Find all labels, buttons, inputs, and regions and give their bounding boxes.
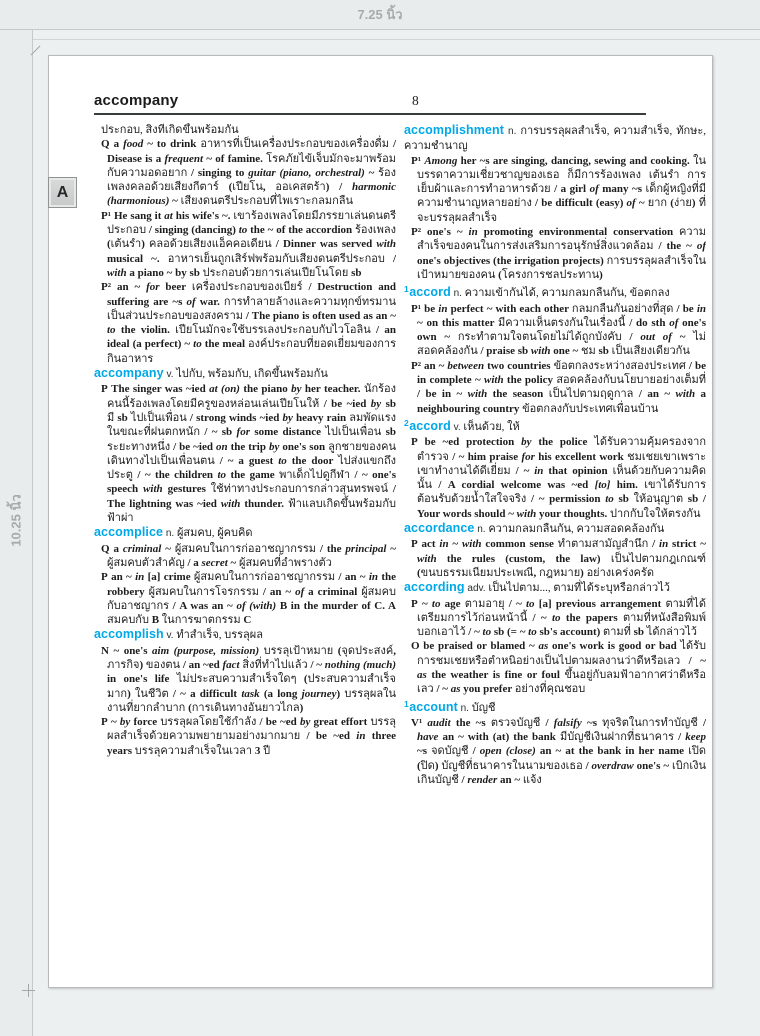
example-block: P² one's ~ in promoting environmental conservation ความสำเร็จของคนในการส่งเสริมการอนุรักษ์สิ่งแวดล้อม / the ~ of one's objectives (the irrigation projects) การบรรลุผลสำเร็จในเป้าหมายของคน (โครงการชลประทาน) [411, 226, 706, 281]
dictionary-entry [404, 416, 706, 521]
example-block: V¹ audit the ~s ตรวจบัญชี / falsify ~s ทุจริตในการทำบัญชี / have an ~ with (at) the bank มีบัญชีเงินฝากที่ธนาคาร / keep ~s จดบัญชี / open (close) an ~ at the bank in her name เปิด (ปิด) บัญชีที่ธนาคารในนามของเธอ / overdraw one's ~ เบิกเงินเกินบัญชี / render an ~ แจ้ง [411, 716, 706, 787]
example-block-label: P [101, 716, 108, 729]
thai-gloss: ผู้สมคบ, ผู้คบคิด [176, 527, 253, 540]
example-block: P² an ~ between two countries ข้อตกลงระหว่างสองประเทศ / be in complete ~ with the policy สอดคล้องกับนโยบายอย่างเต็มที่ / be in ~ with the season เป็นไปตามฤดูกาล / an ~ with a neighbouring country ข้อตกลงกับประเทศเพื่อนบ้าน [411, 359, 706, 415]
part-of-speech: n. [460, 702, 469, 714]
example-block-label: N [101, 644, 109, 657]
entry-continuation-gloss: ประกอบ, สิ่งที่เกิดขึ้นพร้อมกัน [101, 124, 239, 136]
part-of-speech: v. [166, 630, 174, 642]
example-block-label: Q [101, 542, 110, 555]
example-block-label: V¹ [411, 716, 423, 729]
part-of-speech: n. [165, 528, 175, 540]
headword: accomplishment [404, 123, 505, 137]
example-block: Q a food ~ to drink อาหารที่เป็นเครื่องประกอบของเครื่องดื่ม / Disease is a frequent ~ of famine. โรคภัยไข้เจ็บมักจะมาพร้อมกับความอดอยาก / singing to guitar (piano, orchestral) ~ ร้องเพลงคลอด้วยเสียงกีตาร์ (เปียโน, ออเคสตร้า) / harmonic (harmonious) ~ เสียงดนตรีประกอบที่ไพเราะกลมกลืน [101, 138, 396, 208]
example-block-label: P [101, 571, 108, 584]
headword: accordance [404, 521, 475, 536]
running-head-rule [94, 113, 646, 115]
ruler-horizontal-label: 7.25 นิ้ว [357, 7, 403, 22]
entry-headword-line [94, 366, 396, 382]
entry-headword-line [94, 525, 396, 541]
part-of-speech: adv. [467, 583, 486, 595]
headword: accompany [94, 366, 164, 381]
thai-gloss: บัญชี [471, 701, 496, 714]
text-columns [94, 123, 706, 958]
dictionary-entry [404, 521, 706, 580]
letter-thumb-tab [48, 177, 77, 208]
example-block: P act in ~ with common sense ทำตามสามัญสำนึก / in strict ~ with the rules (custom, the law) เป็นไปตามกฎเกณฑ์ (ขนบธรรมเนียมประเพณี, กฎหมาย) อย่างเคร่งครัด [411, 538, 706, 579]
dictionary-entry [94, 525, 396, 627]
example-block: P² an ~ for beer เครื่องประกอบของเบียร์ / Destruction and suffering are ~s of war. การทำลายล้างและความทุกข์ทรมานเป็นส่วนประกอบของสงคราม / The piano is often used as an ~ to the violin. เปียโนมักจะใช้บรรเลงประกอบกับไวโอลิน / an ideal (a perfect) ~ to the meal องค์ประกอบที่ยอดเยี่ยมของการกินอาหาร [101, 281, 396, 365]
example-block: P ~ to age ตามอายุ / ~ to [a] previous arrangement ตามที่ได้เตรียมการไว้ก่อนหน้านี้ / ~ to the papers ตามที่หนังสือพิมพ์บอกเอาไว้ / ~ to sb (= ~ to sb's account) ตามที่ sb ได้กล่าวไว้ [411, 597, 706, 639]
ruler-vertical [0, 30, 33, 1036]
headword: accord [409, 285, 451, 300]
example-block: P The singer was ~ied at (on) the piano by her teacher. นักร้องคนนี้ร้องเพลงโดยมีครูของหล่อนเล่นเปียโนให้ / be ~ied by sb มี sb ไปเป็นเพื่อน / strong winds ~ied by heavy rain ลมพัดแรงในขณะที่ฝนตกหนัก / ~ sb for some distance ไปเป็นเพื่อน sb ระยะทางหนึ่ง / be ~ied on the trip by one's son ลูกชายของคนเดินทางไปเป็นเพื่อนตน / ~ a guest to the door ไปส่งแขกถึงประตู / ~ the children to the game พาเด็กไปดูกีฬา / ~ one's speech with gestures ใช้ท่าทางประกอบการกล่าวสุนทรพจน์ / The lightning was ~ied with thunder. ฟ้าแลบเกิดขึ้นพร้อมกับฟ้าผ่า [101, 383, 396, 525]
thai-gloss: ความกลมกลืนกัน, ความสอดคล้องกัน [488, 523, 665, 536]
ruler-vertical-label: 10.25 นิ้ว [8, 494, 24, 547]
example-block-label: O [411, 640, 420, 653]
entry-headword-line [404, 123, 706, 154]
example-block-label: P² [101, 281, 112, 294]
entry-headword-line [404, 416, 706, 435]
dictionary-page [48, 55, 713, 988]
entry-headword-line [404, 282, 706, 301]
headword: account [409, 699, 458, 714]
example-block-label: P [101, 383, 108, 396]
dictionary-entry [404, 697, 706, 788]
part-of-speech: v. [166, 369, 174, 381]
example-block-label: P¹ [411, 154, 422, 167]
ruler-divider-line [0, 39, 760, 40]
dictionary-entry [404, 580, 706, 696]
headword-homograph-number: 1 [404, 284, 409, 295]
crop-mark-bottom-left [22, 984, 35, 997]
dictionary-entry [94, 627, 396, 758]
example-block: N ~ one's aim (purpose, mission) บรรลุเป้าหมาย (จุดประสงค์, ภารกิจ) ของตน / an ~ed fact สิ่งที่ทำไปแล้ว / ~ nothing (much) in one's life ไม่ประสบความสำเร็จใดๆ (ประสบความสำเร็จมาก) ในชีวิต / ~ a difficult task (a long journey) บรรลุผลในงานที่ยากลำบาก (การเดินทางอันยาวไกล) [101, 644, 396, 714]
example-block: P be ~ed protection by the police ได้รับความคุ้มครองจากตำรวจ / ~ him praise for his excellent work ชมเชยเขาเพราะเขาทำงานได้ดีเยี่ยม / ~ in that opinion เห็นด้วยกับความคิดนั้น / A cordial welcome was ~ed [to] him. เขาได้รับการต้อนรับด้วยน้ำใสใจจริง / ~ permission to sb ให้อนุญาต sb / Your words should ~ with your thoughts. ปากกับใจให้ตรงกัน [411, 436, 706, 520]
example-block-label: Q [101, 138, 110, 151]
example-block-label: P¹ [411, 302, 422, 315]
dictionary-entry [94, 123, 396, 366]
headword: accomplish [94, 627, 164, 642]
column-right [404, 123, 706, 958]
part-of-speech: n. [477, 524, 486, 536]
headword: according [404, 580, 465, 595]
dictionary-entry [404, 123, 706, 282]
example-block: P¹ He sang it at his wife's ~. เขาร้องเพลงโดยมีภรรยาเล่นดนตรีประกอบ / singing (dancing) to the ~ of the accordion ร้องเพลง (เต้นรำ) คลอด้วยเสียงแอ็คคอเดียน / Dinner was served with musical ~. อาหารเย็นถูกเสิร์ฟพร้อมกับเสียงดนตรีประกอบ / with a piano ~ by sb ประกอบด้วยการเล่นเปียโนโดย sb [101, 209, 396, 279]
headword-homograph-number: 1 [404, 698, 409, 709]
entry-headword-line [404, 697, 706, 716]
headword: accomplice [94, 525, 164, 540]
example-block: P ~ by force บรรลุผลโดยใช้กำลัง / be ~ed by great effort บรรลุผลสำเร็จด้วยความพยายามอย่างมากมาย / be ~ed in three years บรรลุความสำเร็จในเวลา 3 ปี [101, 716, 396, 757]
entry-headword-line [404, 521, 706, 537]
entry-headword-line [94, 627, 396, 643]
running-head-word: accompany [94, 92, 179, 109]
ruler-horizontal [0, 0, 760, 30]
entry-headword-line [404, 580, 706, 596]
example-block-label: P [411, 597, 418, 610]
example-block: P an ~ in [a] crime ผู้สมคบในการก่ออาชญากรรม / an ~ in the robbery ผู้สมคบในการโจรกรรม / an ~ of a criminal ผู้สมคบกับอาชญากร / A was an ~ of (with) B in the murder of C. A สมคบกับ B ในการฆาตกรรม C [101, 571, 396, 627]
example-block: O be praised or blamed ~ as one's work is good or bad ได้รับการชมเชยหรือตำหนิอย่างเป็นไปตามผลงานว่าดีหรือเลว / ~ as the weather is fine or foul ขึ้นอยู่กับลมฟ้าอากาศว่าดีหรือเลว / ~ as you prefer อย่างที่คุณชอบ [411, 640, 706, 696]
thai-gloss: ทำสำเร็จ, บรรลุผล [176, 629, 263, 642]
thai-gloss: การบรรลุผลสำเร็จ, ความสำเร็จ, ทักษะ, ความชำนาญ [404, 125, 706, 153]
thai-gloss: ไปกับ, พร้อมกับ, เกิดขึ้นพร้อมกัน [176, 368, 328, 381]
example-block-label: P² [411, 359, 422, 372]
running-head [94, 92, 646, 114]
column-left [94, 123, 396, 958]
headword: accord [409, 418, 451, 433]
example-block-label: P [411, 538, 418, 551]
letter-thumb-tab-label: A [56, 183, 69, 201]
dictionary-entry [404, 282, 706, 416]
example-block: Q a criminal ~ ผู้สมคบในการก่ออาชญากรรม / the principal ~ ผู้สมคบตัวสำคัญ / a secret ~ ผู้สมคบที่อำพรางตัว [101, 542, 396, 569]
example-block: P¹ be in perfect ~ with each other กลมกลืนกันอย่างที่สุด / be in ~ on this matter มีความเห็นตรงกันในเรื่องนี้ / do sth of one's own ~ กระทำตามใจตนโดยไม่ได้ถูกบังคับ / out of ~ ไม่สอดคล้องกัน / praise sb with one ~ ชม sb เป็นเสียงเดียวกัน [411, 302, 706, 358]
headword-homograph-number: 2 [404, 417, 409, 428]
dictionary-entry [94, 366, 396, 525]
example-block: P¹ Among her ~s are singing, dancing, sewing and cooking. ในบรรดาความเชี่ยวชาญของเธอ ก็มีการร้องเพลง เต้นรำ การเย็บผ้าและการทำอาหารด้วย / a girl of many ~s เด็กผู้หญิงที่มีความชำนาญหลายอย่าง / be difficult (easy) of ~ ยาก (ง่าย) ที่จะบรรลุผลสำเร็จ [411, 154, 706, 224]
page-number: 8 [412, 93, 419, 108]
part-of-speech: n. [453, 288, 462, 300]
part-of-speech: v. [453, 421, 461, 433]
thai-gloss: ความเข้ากันได้, ความกลมกลืนกัน, ข้อตกลง [464, 287, 670, 300]
example-block-label: P [411, 436, 418, 449]
part-of-speech: n. [508, 126, 517, 137]
thai-gloss: เป็นไปตาม..., ตามที่ได้ระบุหรือกล่าวไว้ [488, 582, 670, 595]
thai-gloss: เห็นด้วย, ให้ [463, 420, 520, 433]
example-block-label: P¹ [101, 209, 112, 222]
example-block-label: P² [411, 226, 422, 239]
